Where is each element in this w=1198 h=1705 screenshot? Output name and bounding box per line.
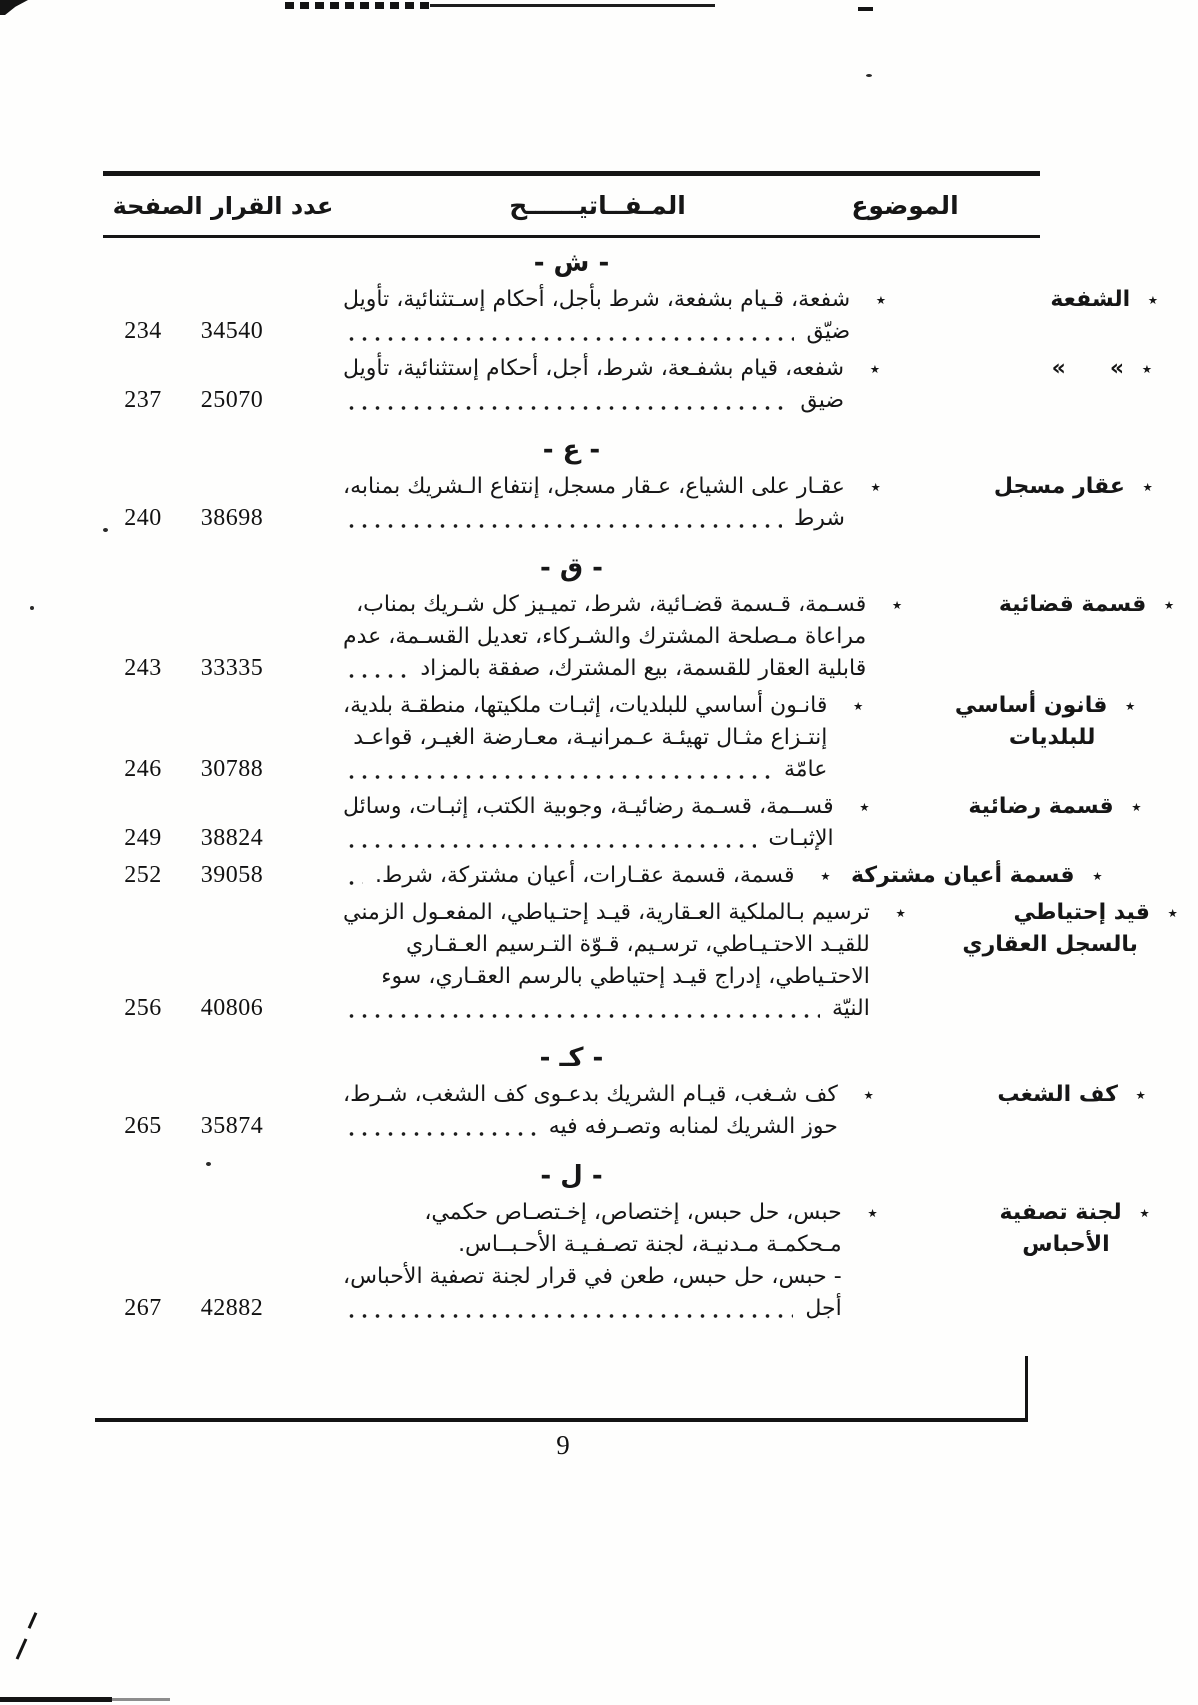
entry-subject — [890, 284, 1160, 316]
asterisk-icon: ٭ — [1125, 695, 1136, 717]
entry-numbers — [103, 505, 343, 535]
asterisk-icon: ٭ — [863, 1084, 874, 1106]
page-number: 237 — [124, 387, 162, 413]
entry-keywords — [343, 690, 867, 786]
asterisk-icon: ٭ — [1167, 902, 1178, 924]
asterisk-icon: ٭ — [870, 476, 881, 498]
page-number: 265 — [124, 1113, 162, 1139]
scan-bottom-line-gray — [112, 1698, 170, 1701]
keys-text: - حبس، حل حبس، طعن في قرار لجنة تصفية الأحباس، — [343, 1264, 842, 1289]
entry-keywords — [343, 353, 884, 417]
asterisk-icon: ٭ — [869, 358, 881, 380]
index-entry — [103, 284, 1159, 348]
subject-line-2: بالسجل العقاري — [962, 932, 1138, 957]
scan-slash-mark — [16, 1638, 28, 1659]
subject-text: قسمة قضائية — [998, 592, 1147, 617]
subject-text: لجنة تصفية — [999, 1200, 1122, 1225]
subject-text: قيد إحتياطي — [1013, 900, 1150, 925]
dotted-leader — [345, 1313, 793, 1319]
index-entry — [103, 791, 1142, 855]
keys-column-header: المـفــاتيــــــح — [509, 191, 686, 220]
keys-tail-text: النيّة — [831, 996, 870, 1021]
keys-line — [343, 621, 906, 653]
keys-line — [343, 471, 885, 503]
subject-line-2: للبلديات — [1008, 725, 1096, 750]
decision-number: 35874 — [200, 1113, 264, 1139]
section-letter-ain: - ع - — [542, 435, 601, 465]
keys-text: ترسيم بـالملكية العـقارية، قيـد إحتـياطي، المفعـول الزمني — [343, 900, 870, 925]
keys-text: الاحتـياطي، إدراج قيـد إحتياطي بالرسم العقـاري، سوء — [381, 964, 870, 989]
entry-subject — [906, 589, 1176, 621]
entry-subject — [835, 860, 1105, 892]
keys-line-last — [343, 860, 835, 892]
asterisk-icon: ٭ — [867, 1202, 878, 1224]
keys-text: مراعاة مـصلحة المشترك والشـركاء، تعديل القسـمة، عدم — [343, 624, 867, 649]
subject-line — [882, 1197, 1152, 1229]
index-entry — [103, 690, 1136, 786]
subject-line — [910, 897, 1180, 929]
decision-number: 34540 — [200, 318, 264, 344]
keys-line — [343, 284, 890, 316]
scan-corner-blob — [0, 0, 28, 15]
dotted-leader — [345, 843, 756, 849]
section-letter-lam: - ل - — [540, 1161, 603, 1191]
index-entry — [103, 1079, 1146, 1143]
index-entry — [103, 897, 1178, 1025]
decision-number: 40806 — [200, 995, 264, 1021]
decision-number: 38698 — [200, 505, 264, 531]
keys-tail-text: ضيق — [800, 388, 845, 413]
keys-tail-text: شرط — [793, 506, 845, 531]
table-bottom-rule — [95, 1418, 1028, 1422]
keys-line — [343, 353, 884, 385]
section-letter-kaf: - كـ - — [539, 1043, 604, 1073]
keys-tail-text: أجل — [805, 1296, 842, 1321]
subject-line — [885, 471, 1155, 503]
subject-text: كف الشغب — [997, 1082, 1118, 1107]
entry-keywords — [343, 1079, 878, 1143]
entry-keywords — [343, 471, 885, 535]
subject-line — [884, 353, 1154, 385]
entry-subject — [882, 1197, 1152, 1261]
page-number: 256 — [124, 995, 162, 1021]
index-table — [103, 171, 1178, 1330]
entry-subject — [885, 471, 1155, 503]
subject-line — [867, 690, 1137, 722]
keys-line-last — [343, 993, 910, 1025]
keys-line-last — [343, 503, 885, 535]
page-number: 234 — [124, 318, 162, 344]
keys-line — [343, 1261, 882, 1293]
decision-page-column-header: عدد القرار الصفحة — [112, 191, 334, 220]
dotted-leader — [345, 774, 772, 780]
keys-text: مـحكمـة مـدنيـة، لجنة تصـفـيـة الأحـبــاس. — [458, 1232, 842, 1257]
entry-subject — [878, 1079, 1148, 1111]
keys-line — [343, 929, 910, 961]
asterisk-icon: ٭ — [1131, 796, 1142, 818]
asterisk-icon: ٭ — [1142, 476, 1153, 498]
keys-text: شفعه، قيام بشفـعة، شرط، أجل، أحكام إستثنائية، تأويل — [343, 356, 845, 381]
scan-slash-mark — [28, 1612, 38, 1629]
page-number: 267 — [124, 1295, 162, 1321]
keys-line — [343, 897, 910, 929]
entry-keywords — [343, 284, 890, 348]
entry-numbers — [103, 318, 343, 348]
subject-text: عقار مسجل — [993, 474, 1125, 499]
entry-numbers — [103, 825, 343, 855]
subject-line — [878, 1079, 1148, 1111]
page-number: 252 — [124, 862, 162, 888]
keys-line — [343, 722, 867, 754]
index-entry — [103, 589, 1175, 685]
scan-top-line — [430, 4, 715, 7]
index-entry — [103, 353, 1153, 417]
entry-subject — [874, 791, 1144, 823]
subject-text: قانون أساسي — [954, 693, 1108, 718]
asterisk-icon: ٭ — [859, 796, 870, 818]
decision-number: 25070 — [200, 387, 264, 413]
dotted-leader — [345, 880, 363, 886]
scan-top-tick — [858, 7, 873, 11]
entry-keywords — [343, 1197, 882, 1325]
page-footer-number: 9 — [556, 1430, 570, 1460]
asterisk-icon: ٭ — [895, 902, 906, 924]
keys-line-last — [343, 653, 906, 685]
decision-number: 30788 — [200, 756, 264, 782]
keys-line-last — [343, 1293, 882, 1325]
keys-text: حبس، حل حبس، إختصاص، إخـتصـاص حكمي، — [424, 1200, 842, 1225]
section-letter-qaf: - ق - — [540, 553, 603, 583]
section-letter-shin: - ش - — [533, 248, 610, 278]
asterisk-icon: ٭ — [820, 865, 831, 887]
keys-line-last — [343, 823, 874, 855]
dotted-leader — [345, 336, 794, 342]
decision-number: 39058 — [200, 862, 264, 888]
keys-tail-text: حوز الشريك لمنابه وتصـرفه فيه — [548, 1114, 838, 1139]
scan-dashed-strip — [285, 2, 433, 9]
page-number: 243 — [124, 655, 162, 681]
asterisk-icon: ٭ — [1163, 594, 1175, 616]
keys-line — [343, 589, 906, 621]
keys-text: إنتـزاع مثـال تهيئـة عـمرانيـة، معـارضة الغيـر، قواعـد — [353, 725, 828, 750]
asterisk-icon: ٭ — [1141, 358, 1153, 380]
asterisk-icon: ٭ — [875, 289, 887, 311]
entry-numbers — [103, 387, 343, 417]
keys-text: للقيـد الاحتـيـاطي، ترسـيم، قـوّة التـرسيم العـقـاري — [405, 932, 870, 957]
index-entry — [103, 1197, 1150, 1325]
keys-text: قانـون أساسي للبلديات، إثبـات ملكيتها، منطقـة بلدية، — [343, 693, 828, 718]
keys-tail-text: الإثبـات — [768, 826, 834, 851]
keys-line-last — [343, 316, 890, 348]
subject-text: الشفعة — [1050, 287, 1131, 312]
keys-line-last — [343, 385, 884, 417]
entry-keywords — [343, 791, 874, 855]
entry-keywords — [343, 589, 906, 685]
keys-line — [343, 961, 910, 993]
subject-line — [906, 589, 1176, 621]
page-number: 246 — [124, 756, 162, 782]
entry-numbers — [103, 655, 343, 685]
keys-line — [343, 1229, 882, 1261]
decision-number: 33335 — [200, 655, 264, 681]
entry-subject — [867, 690, 1137, 754]
keys-line-last — [343, 1111, 878, 1143]
dotted-leader — [345, 1131, 537, 1137]
entry-numbers — [103, 862, 343, 892]
subject-column-header: الموضوع — [851, 191, 959, 220]
entry-keywords — [343, 897, 910, 1025]
subject-line-2: الأحباس — [1022, 1232, 1110, 1257]
asterisk-icon: ٭ — [1139, 1202, 1150, 1224]
keys-line — [343, 1079, 878, 1111]
table-bottom-bracket — [1025, 1356, 1028, 1420]
keys-line — [343, 690, 867, 722]
subject-text: قسمة رضائية — [968, 794, 1114, 819]
keys-tail-text: ضيّق — [806, 319, 851, 344]
subject-ditto-marks: » » — [1051, 356, 1125, 381]
subject-line — [874, 791, 1144, 823]
keys-line — [343, 1197, 882, 1229]
page-number: 249 — [124, 825, 162, 851]
entry-subject — [910, 897, 1180, 961]
entry-numbers — [103, 756, 343, 786]
entry-numbers — [103, 1295, 343, 1325]
subject-text: قسمة أعيان مشتركة — [850, 863, 1075, 888]
scan-bottom-line — [0, 1697, 112, 1702]
scan-speck — [866, 74, 872, 77]
subject-line — [890, 284, 1160, 316]
keys-tail-text: عامّة — [783, 757, 828, 782]
dotted-leader — [345, 673, 408, 679]
keys-text: كف شـغب، قيـام الشريك بدعـوى كف الشغب، شـرط، — [343, 1082, 838, 1107]
entry-keywords — [343, 860, 835, 892]
asterisk-icon: ٭ — [853, 695, 864, 717]
asterisk-icon: ٭ — [1147, 289, 1159, 311]
index-entry — [103, 471, 1153, 535]
keys-text: شفعة، قـيام بشفعة، شرط بأجل، أحكام إسـتثنائية، تأويل — [343, 287, 851, 312]
keys-text: قسـمة، قـسمة قضـائية، شرط، تميـيز كل شـريك بمناب، — [356, 592, 867, 617]
keys-text: قســمة، قسـمة رضائيـة، وجوبية الكتب، إثبـات، وسائل — [343, 794, 834, 819]
entry-numbers — [103, 995, 343, 1025]
entry-subject — [884, 353, 1154, 385]
decision-number: 42882 — [200, 1295, 264, 1321]
keys-tail-text: قابلية العقار للقسمة، بيع المشترك، صفقة بالمزاد — [420, 656, 867, 681]
entry-numbers — [103, 1113, 343, 1143]
keys-line — [343, 791, 874, 823]
scan-speck — [30, 606, 34, 610]
keys-text: عقـار على الشياع، عـقار مسجل، إنتفاع الـشريك بمنابه، — [343, 474, 845, 499]
keys-tail-text: قسمة، قسمة عقـارات، أعيان مشتركة، شرط. — [375, 863, 795, 888]
dotted-leader — [345, 523, 782, 529]
decision-number: 38824 — [200, 825, 264, 851]
dotted-leader — [345, 1013, 820, 1019]
keys-line-last — [343, 754, 867, 786]
page-number: 240 — [124, 505, 162, 531]
asterisk-icon: ٭ — [891, 594, 903, 616]
dotted-leader — [345, 405, 788, 411]
asterisk-icon: ٭ — [1092, 865, 1103, 887]
subject-line — [835, 860, 1105, 892]
asterisk-icon: ٭ — [1135, 1084, 1146, 1106]
table-header-row — [103, 171, 1040, 238]
index-entry — [103, 860, 1103, 892]
